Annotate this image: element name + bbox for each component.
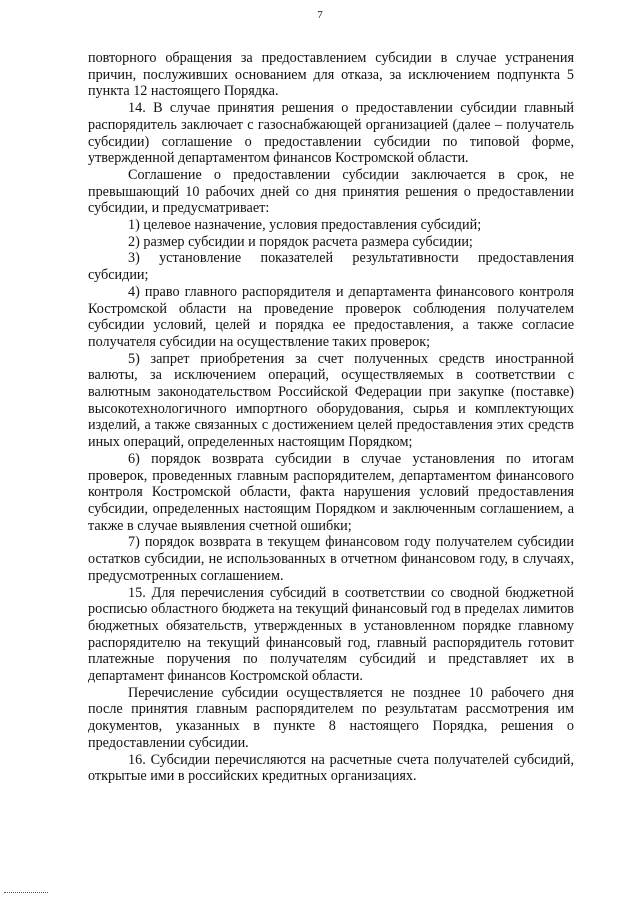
paragraph-item-14: 14. В случае принятия решения о предоставлении субсидии главный распорядитель заключает с газоснабжающей организацией (далее – получатель субсидии) соглашение о предоставлении субсидии по типовой форме, утвержденной департаментом финансов Костромской области. xyxy=(88,100,574,167)
list-item-1: 1) целевое назначение, условия предоставления субсидий; xyxy=(128,217,482,234)
list-item-5: 5) запрет приобретения за счет полученных средств иностранной валюты, за исключением операций, осуществляемых в соответствии с валютным законодательством Российской Федерации при закупке (поставке) высокотехнологичного импортного оборудования, сырья и комплектующих изделий, а также связанных с достижением целей предоставления этих средств иных операций, определенных настоящим Порядком; xyxy=(88,350,574,451)
paragraph-item-15: 15. Для перечисления субсидий в соответствии со сводной бюджетной росписью областного бюджета на текущий финансовый год в пределах лимитов бюджетных обязательств, утвержденных в установленном порядке главному распорядителю на текущий финансовый год, главный распорядитель готовит платежные поручения по получателям субсидий и представляет их в департамент финансов Костромской области. xyxy=(88,584,574,685)
paragraph-transfer-deadline: Перечисление субсидии осуществляется не позднее 10 рабочего дня после принятия главным распорядителем по результатам рассмотрения им документов, указанных в пункте 8 настоящего Порядка, решения о предоставлении субсидии. xyxy=(88,684,574,751)
list-item-3: 3) установление показателей результативности предоставления субсидии; xyxy=(88,250,574,284)
paragraph-item-16: 16. Субсидии перечисляются на расчетные счета получателей субсидий, открытые ими в российских кредитных организациях. xyxy=(88,751,574,785)
paragraph-continuation: повторного обращения за предоставлением субсидии в случае устранения причин, послуживших основанием для отказа, за исключением подпункта 5 пункта 12 настоящего Порядка. xyxy=(88,50,574,100)
page-number: 7 xyxy=(317,9,323,21)
list-item-4: 4) право главного распорядителя и департамента финансового контроля Костромской области на проведение проверок соблюдения получателем субсидии условий, целей и порядка ее предоставления, а также согласие получателя субсидии на осуществление таких проверок; xyxy=(88,283,574,350)
list-item-6: 6) порядок возврата субсидии в случае установления по итогам проверок, проведенных главным распорядителем, департаментом финансового контроля Костромской области, факта нарушения условий предоставления субсидии, определенных настоящим Порядком и заключенным соглашением, а также в случае выявления счетной ошибки; xyxy=(88,450,574,534)
paragraph-agreement-terms: Соглашение о предоставлении субсидии заключается в срок, не превышающий 10 рабочих дней со дня принятия решения о предоставлении субсидии, и предусматривает: xyxy=(88,166,574,217)
list-item-7: 7) порядок возврата в текущем финансовом году получателем субсидии остатков субсидии, не использованных в отчетном финансовом году, в случаях, предусмотренных соглашением. xyxy=(88,534,574,584)
list-item-2: 2) размер субсидии и порядок расчета размера субсидии; xyxy=(128,233,473,250)
footer-divider xyxy=(4,892,48,893)
document-body xyxy=(88,50,574,785)
